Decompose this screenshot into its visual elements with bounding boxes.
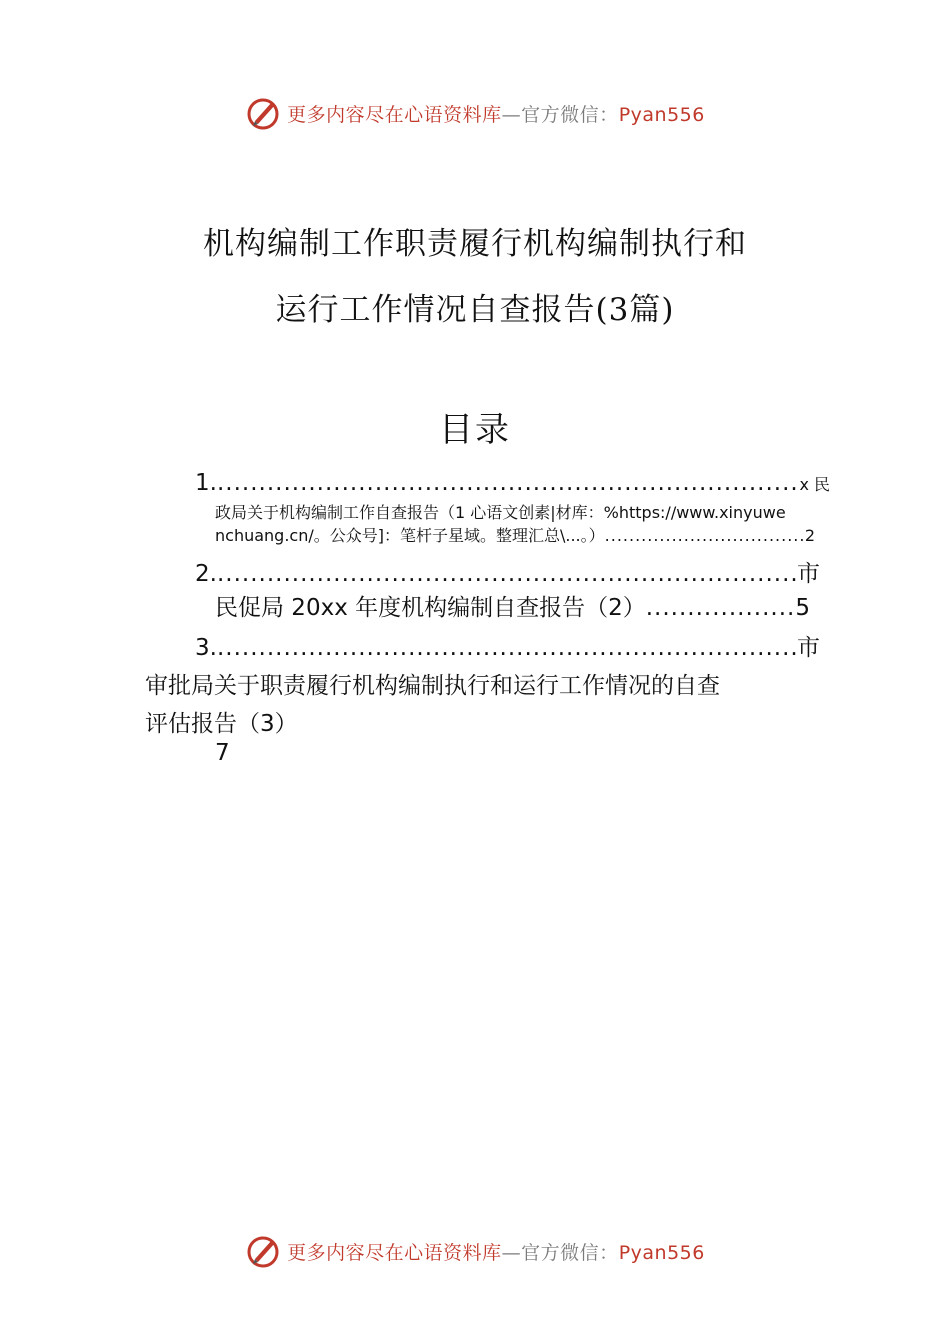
toc-entry-3-number: 3. (195, 635, 217, 661)
toc-heading: 目录 (439, 410, 511, 450)
toc-entry-2-leader-2 (646, 595, 796, 621)
toc-entry-1-leader (217, 470, 799, 496)
toc-entry-1-text-line-1: 政局关于机构编制工作自查报告（1 心语文创素|材库：%https://www.xinyuwe (215, 503, 786, 522)
header-banner (0, 95, 950, 131)
toc-entry-1-leader-2 (605, 526, 805, 545)
toc-entry-3[interactable] (195, 629, 820, 662)
toc-entry-1-text-line-2: nchuang.cn/。公众号]：笔杆子星域。整理汇总\...。） ..... 2 (215, 523, 815, 546)
toc-entry-1-tail: x 民 (799, 475, 830, 494)
toc-entry-1-number: 1. (195, 470, 217, 496)
banner-text: 更多内容尽在心语资料库—官方微信：Pyan556 (287, 1241, 705, 1264)
footer-banner (0, 1233, 950, 1269)
toc-entry-2[interactable] (195, 555, 820, 588)
toc-entry-2-number: 2. (195, 561, 217, 587)
pen-logo-icon (245, 95, 281, 131)
toc-entry-2-leader (217, 561, 797, 587)
toc-entry-1-page: 2 (804, 526, 815, 545)
toc-entry-2-page: 5 (795, 595, 810, 621)
toc-entry-2-tail: 市 (797, 561, 820, 587)
toc-entry-3-tail: 市 (797, 635, 820, 661)
toc-entry-3-text-line-1: 审批局关于职责履行机构编制执行和运行工作情况的自查 (145, 673, 720, 699)
toc-entry-1[interactable] (195, 470, 830, 496)
banner-text: 更多内容尽在心语资料库—官方微信：Pyan556 (287, 103, 705, 126)
toc-entry-3-page: 7 (215, 740, 230, 766)
toc-entry-2-text-line-1: 民促局 20xx 年度机构编制自查报告（2） ..... 5 (215, 589, 810, 622)
toc-entry-3-leader (217, 635, 797, 661)
document-title-line-1: 机构编制工作职责履行机构编制执行和 (203, 226, 747, 262)
pen-logo-icon (245, 1233, 281, 1269)
document-title-line-2: 运行工作情况自查报告(3篇) (275, 292, 675, 328)
toc-entry-3-text-line-2: 评估报告（3） (145, 711, 298, 737)
